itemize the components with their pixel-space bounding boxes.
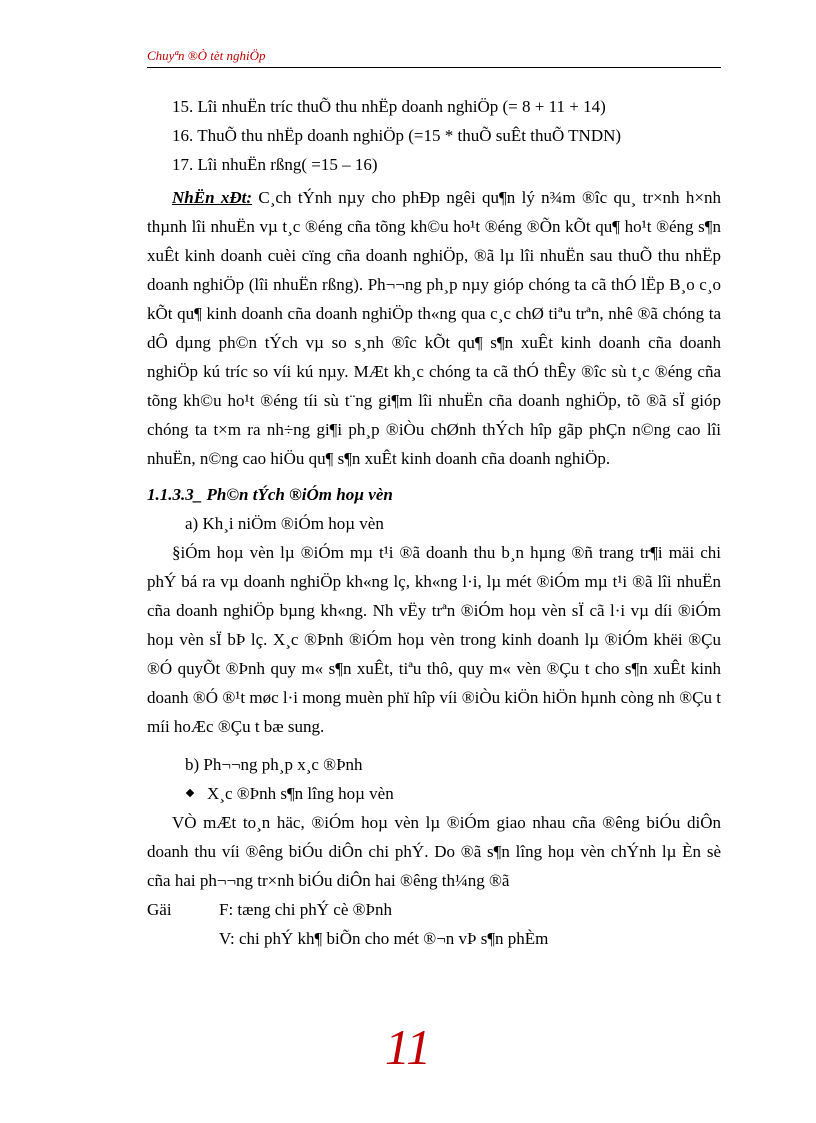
header-divider: [147, 67, 721, 68]
bullet-text: X¸c ®Þnh s¶n lîng hoµ vèn: [207, 784, 394, 803]
page-header-title: Chuyªn ®Ò tèt nghiÖp: [147, 48, 266, 63]
formula-v: V: chi phÝ kh¶ biÕn cho mét ®¬n vÞ s¶n phÈm: [219, 929, 549, 948]
note-paragraph: [147, 183, 721, 473]
section-heading: 1.1.3.3_ Ph©n tÝch ®iÓm hoµ vèn: [147, 485, 393, 504]
note-text: C¸ch tÝnh nµy cho phÐp ngêi qu¶n lý n¾m ®îc qu¸ tr×nh h×nh thµnh lîi nhuËn vµ t¸c ®éng cña tõng kh©u ho¹t ®éng ®Õn kÕt qu¶ ho¹t ®éng s¶n xuÊt kinh doanh cuèi cïng cña doanh nghiÖp, ®ã lµ lîi nhuËn sau thuÕ thu nhËp doanh nghiÖp (lîi nhuËn rßng). Ph¬¬ng ph¸p nµy gióp chóng ta cã thÓ lËp B¸o c¸o kÕt qu¶ kinh doanh cña doanh nghiÖp th«ng qua c¸c chØ tiªu trªn, nhê ®ã chóng ta dÔ dµng ph©n tÝch vµ so s¸nh ®îc kÕt qu¶ s¶n xuÊt kinh doanh cña doanh nghiÖp kú tríc so víi kú nµy. MÆt kh¸c chóng ta cã thÓ thÊy ®îc sù t¸c ®éng cña tõng kh©u ho¹t ®éng tíi sù t¨ng gi¶m lîi nhuËn cña doanh nghiÖp, tõ ®ã sÏ gióp chóng ta t×m ra nh÷ng gi¶i ph¸p ®iÒu chØnh thÝch hîp gãp phÇn n©ng cao lîi nhuËn, n©ng cao hiÖu qu¶ s¶n xuÊt kinh doanh cña doanh nghiÖp.: [147, 188, 721, 468]
formula-line-f: [147, 895, 721, 924]
list-item-17: 17. Lîi nhuËn rßng( =15 – 16): [172, 155, 378, 174]
paragraph-b: VÒ mÆt to¸n häc, ®iÓm hoµ vèn lµ ®iÓm giao nhau cña ®êng biÓu diÔn doanh thu víi ®êng biÓu diÔn chi phÝ. Do ®ã s¶n lîng hoµ vèn chÝnh lµ Èn sè cña hai ph¬¬ng tr×nh biÓu diÔn hai ®êng th¼ng ®ã: [147, 813, 721, 890]
bullet-item: [147, 779, 721, 808]
formula-f: F: tæng chi phÝ cè ®Þnh: [219, 900, 392, 919]
bullet-icon: [186, 789, 194, 797]
list-item-16: 16. ThuÕ thu nhËp doanh nghiÖp (=15 * thuÕ suÊt thuÕ TNDN): [172, 126, 622, 145]
sub-heading-b: b) Ph¬¬ng ph¸p x¸c ®Þnh: [185, 755, 363, 774]
formula-prefix: Gäi: [147, 900, 172, 919]
note-label: NhËn xÐt:: [172, 188, 253, 207]
paragraph-a: §iÓm hoµ vèn lµ ®iÓm mµ t¹i ®ã doanh thu b¸n hµng ®ñ trang tr¶i mäi chi phÝ bá ra vµ doanh nghiÖp kh«ng lç, kh«ng l·i, lµ mét ®iÓm mµ t¹i ®ã lîi nhuËn cña doanh nghiÖp bµng kh«ng. Nh vËy trªn ®iÓm hoµ vèn sÏ cã l·i vµ díi ®iÓm hoµ vèn sÏ bÞ lç. X¸c ®Þnh ®iÓm hoµ vèn trong kinh doanh lµ ®iÓm khëi ®Çu ®Ó quyÕt ®Þnh quy m« s¶n xuÊt, tiªu thô, quy m« vèn ®Çu t cho s¶n xuÊt kinh doanh ®Ó ®¹t møc l·i mong muèn phï hîp víi ®iÒu kiÖn hiÖn hµnh còng nh ®Çu t míi hoÆc ®Çu t bæ sung.: [147, 543, 721, 736]
sub-heading-a: a) Kh¸i niÖm ®iÓm hoµ vèn: [185, 514, 384, 533]
page-number: 11: [384, 1019, 432, 1075]
list-item-15: 15. Lîi nhuËn tríc thuÕ thu nhËp doanh nghiÖp (= 8 + 11 + 14): [172, 97, 606, 116]
document-body: [147, 92, 721, 953]
